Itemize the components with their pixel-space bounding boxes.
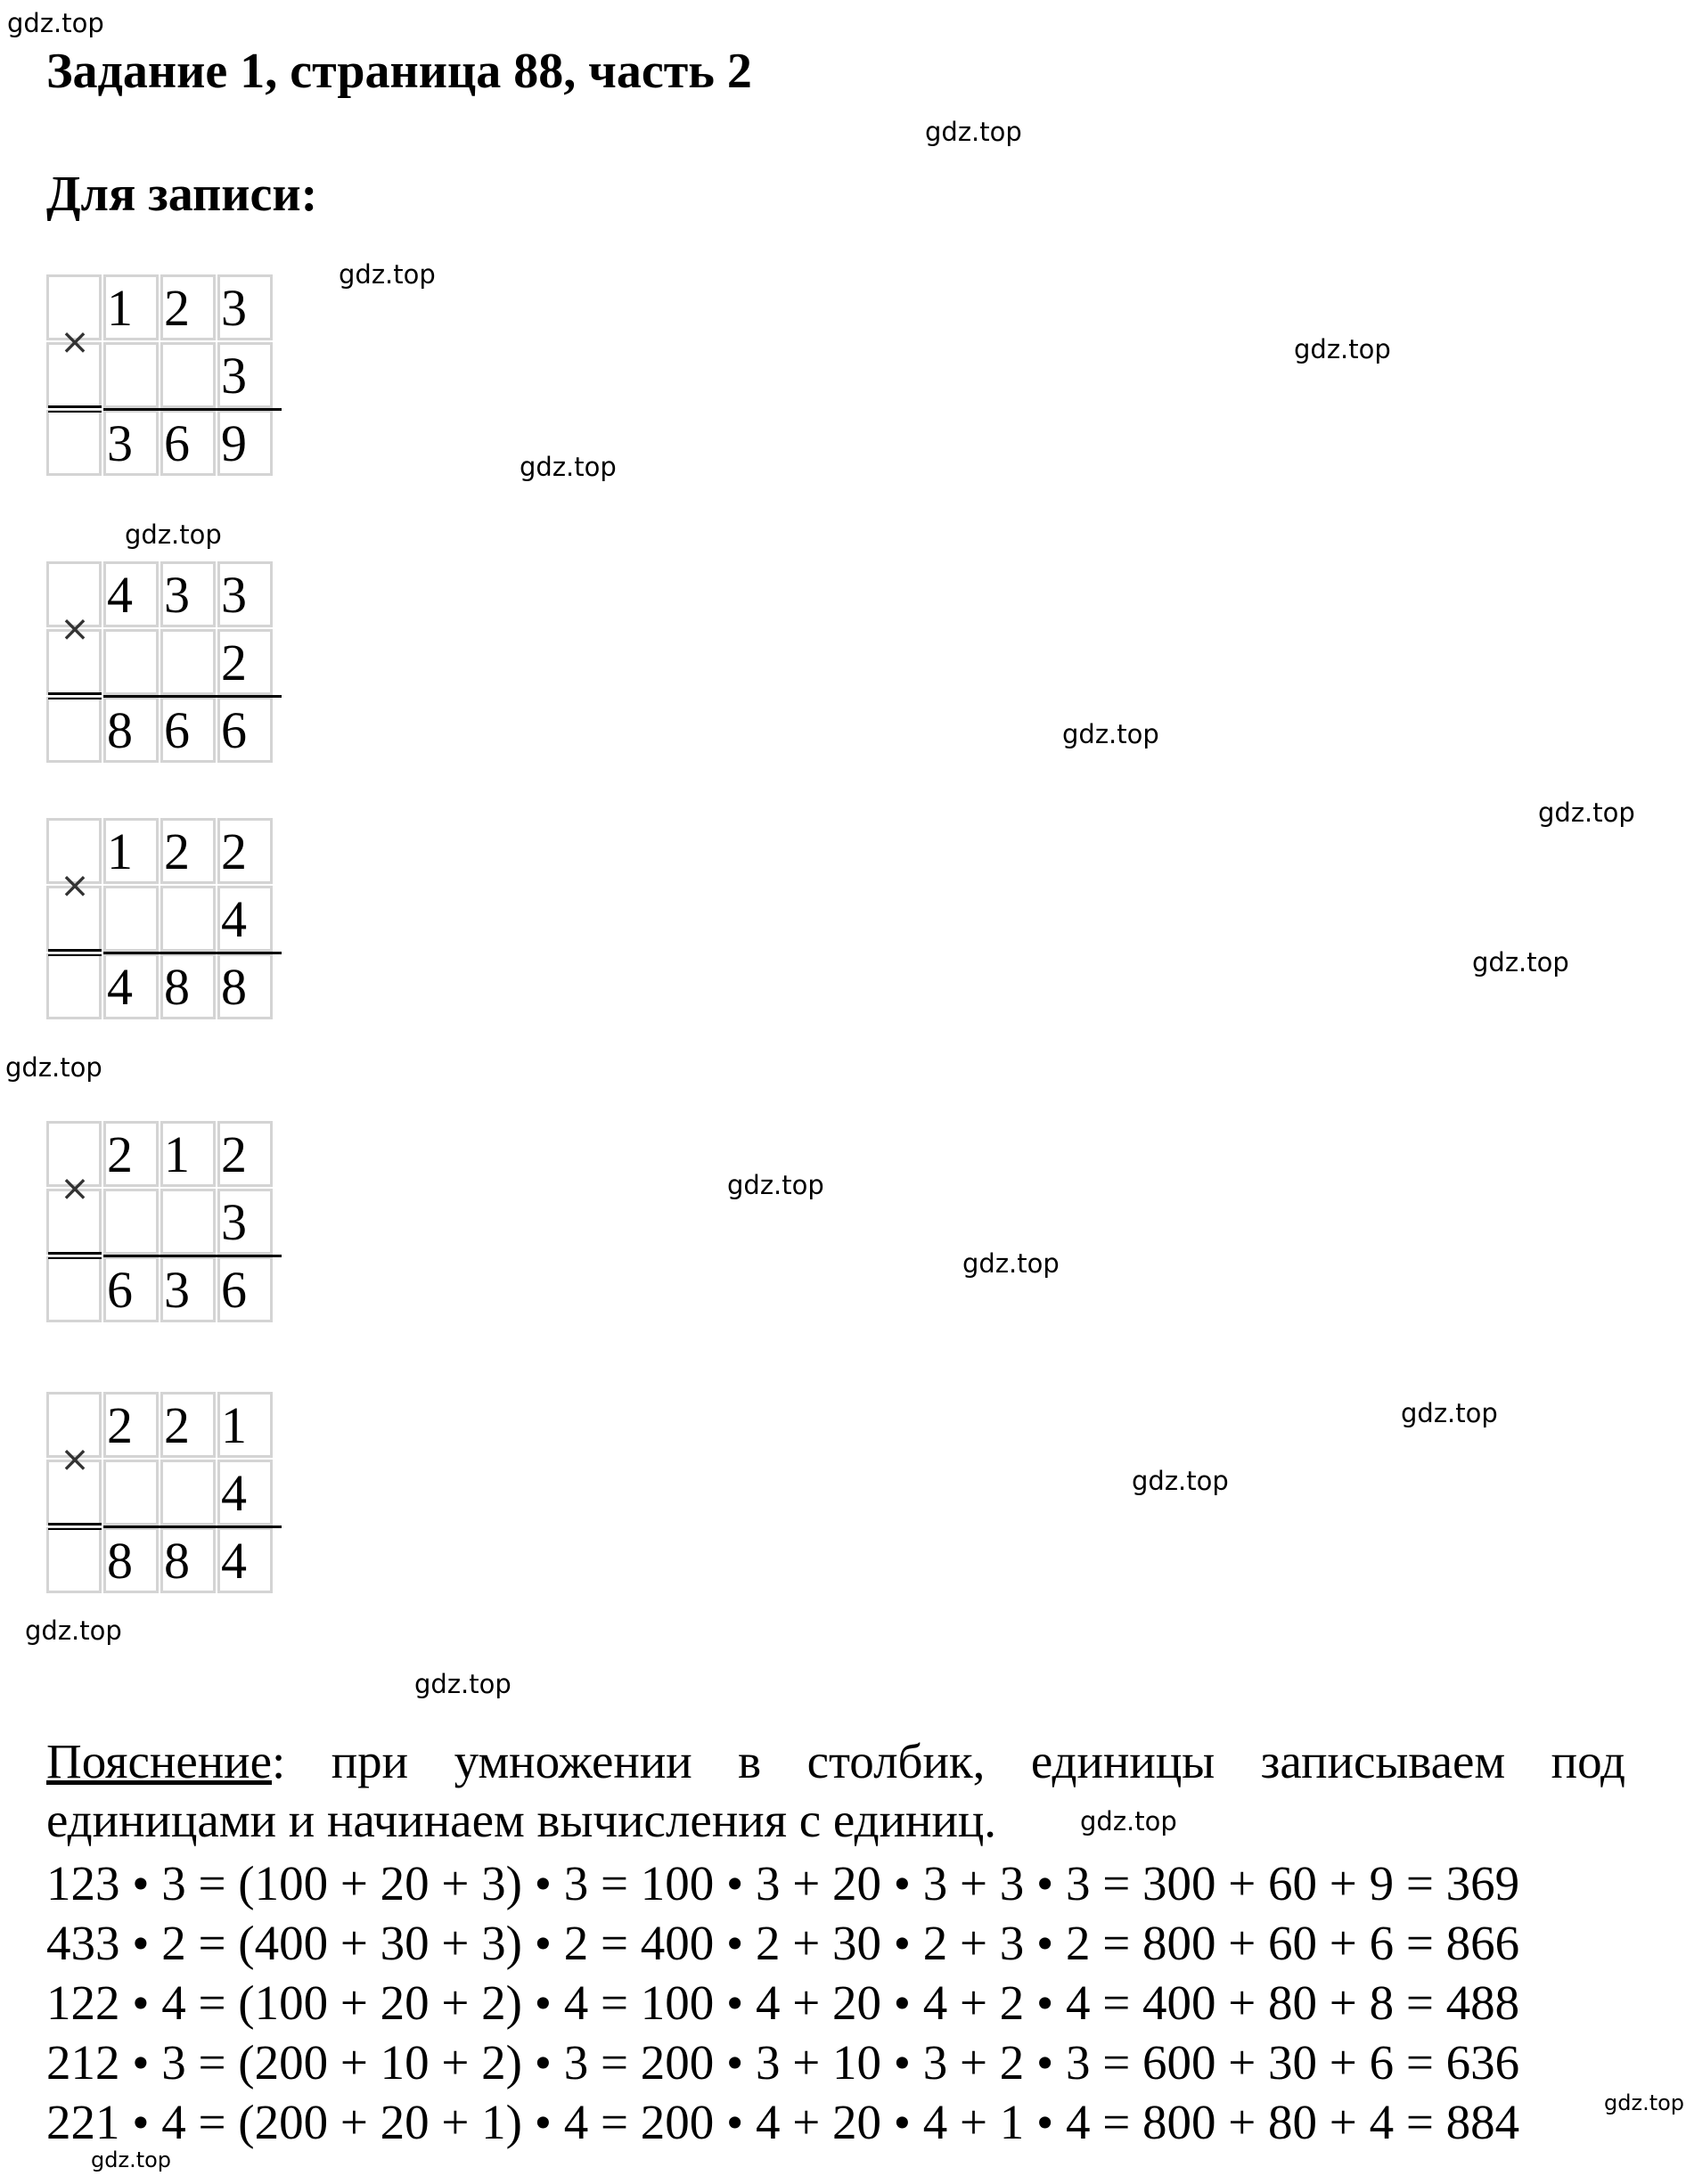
digit: 8 (164, 958, 190, 1016)
page-title: Задание 1, страница 88, часть 2 (46, 44, 752, 99)
digit: 2 (221, 822, 247, 880)
minus-line (48, 1252, 102, 1255)
result-line (103, 952, 282, 954)
watermark: gdz.top (91, 2147, 172, 2172)
watermark: gdz.top (7, 8, 104, 38)
watermark: gdz.top (5, 1052, 102, 1083)
watermark: gdz.top (1604, 2090, 1685, 2115)
digit: 3 (221, 279, 247, 337)
digit: 4 (107, 958, 133, 1016)
explanation-text: : при умножении в столбик, единицы записываем под единицами и начинаем вычисления с единиц. (46, 1734, 1625, 1847)
digit: 1 (107, 822, 133, 880)
digit: 4 (107, 566, 133, 624)
watermark: gdz.top (1080, 1806, 1177, 1836)
watermark: gdz.top (125, 519, 222, 550)
watermark: gdz.top (1472, 947, 1569, 977)
grid-cell (46, 410, 102, 476)
equation-row: 212 • 3 = (200 + 10 + 2) • 3 = 200 • 3 + 10 • 3 + 2 • 3 = 600 + 30 + 6 = 636 (46, 2035, 1520, 2090)
watermark: gdz.top (1401, 1398, 1498, 1428)
digit: 4 (221, 1532, 247, 1590)
digit: 6 (164, 701, 190, 759)
digit: 2 (164, 279, 190, 337)
multiplication-grid (46, 818, 282, 1021)
grid-cell (160, 629, 216, 695)
minus-line (48, 1257, 102, 1259)
digit: 3 (107, 414, 133, 472)
grid-cell (46, 1256, 102, 1322)
digit: 3 (221, 347, 247, 405)
minus-line (48, 411, 102, 413)
digit: 8 (107, 701, 133, 759)
multiplication-grid (46, 561, 282, 765)
digit: 6 (107, 1261, 133, 1319)
section-heading: Для записи: (46, 167, 318, 222)
explanation (46, 1732, 1625, 1850)
digit: 2 (164, 1396, 190, 1454)
grid-cell (46, 953, 102, 1019)
digit: 2 (221, 634, 247, 691)
digit: 3 (221, 566, 247, 624)
grid-cell (103, 886, 159, 952)
watermark: gdz.top (1538, 798, 1635, 828)
digit: 8 (221, 958, 247, 1016)
multiply-sign: × (60, 1168, 90, 1209)
digit: 6 (164, 414, 190, 472)
grid-cell (103, 1460, 159, 1526)
digit: 3 (164, 566, 190, 624)
minus-line (48, 949, 102, 952)
digit: 3 (221, 1193, 247, 1251)
watermark: gdz.top (925, 117, 1022, 147)
digit: 4 (221, 1464, 247, 1522)
result-line (103, 695, 282, 698)
result-line (103, 1255, 282, 1257)
equation-row: 123 • 3 = (100 + 20 + 3) • 3 = 100 • 3 + 20 • 3 + 3 • 3 = 300 + 60 + 9 = 369 (46, 1856, 1520, 1910)
equation-row: 221 • 4 = (200 + 20 + 1) • 4 = 200 • 4 + 20 • 4 + 1 • 4 = 800 + 80 + 4 = 884 (46, 2095, 1520, 2149)
minus-line (48, 1528, 102, 1530)
grid-cell (160, 342, 216, 408)
digit: 1 (107, 279, 133, 337)
equation-row: 122 • 4 = (100 + 20 + 2) • 4 = 100 • 4 + 20 • 4 + 2 • 4 = 400 + 80 + 8 = 488 (46, 1975, 1520, 2030)
digit: 8 (164, 1532, 190, 1590)
watermark: gdz.top (1294, 334, 1391, 364)
watermark: gdz.top (520, 452, 617, 482)
grid-cell (160, 1189, 216, 1255)
digit: 4 (221, 890, 247, 948)
watermark: gdz.top (1132, 1466, 1229, 1496)
multiplication-grid (46, 1121, 282, 1324)
digit: 2 (107, 1125, 133, 1183)
watermark: gdz.top (339, 259, 436, 290)
multiply-sign: × (60, 322, 90, 363)
minus-line (48, 692, 102, 695)
digit: 9 (221, 414, 247, 472)
grid-cell (46, 1527, 102, 1593)
minus-line (48, 405, 102, 408)
equation-row: 433 • 2 = (400 + 30 + 3) • 2 = 400 • 2 + 30 • 2 + 3 • 2 = 800 + 60 + 6 = 866 (46, 1916, 1520, 1970)
multiply-sign: × (60, 1439, 90, 1480)
result-line (103, 408, 282, 411)
grid-cell (160, 1460, 216, 1526)
digit: 1 (221, 1396, 247, 1454)
minus-line (48, 954, 102, 956)
watermark: gdz.top (727, 1170, 824, 1200)
watermark: gdz.top (962, 1248, 1060, 1279)
multiply-sign: × (60, 609, 90, 650)
minus-line (48, 698, 102, 699)
multiply-sign: × (60, 865, 90, 906)
digit: 6 (221, 1261, 247, 1319)
grid-cell (103, 342, 159, 408)
watermark: gdz.top (414, 1669, 512, 1699)
grid-cell (160, 886, 216, 952)
multiplication-grid (46, 1392, 282, 1595)
digit: 6 (221, 701, 247, 759)
grid-cell (103, 1189, 159, 1255)
grid-cell (46, 697, 102, 763)
watermark: gdz.top (1062, 719, 1159, 749)
result-line (103, 1526, 282, 1528)
digit: 2 (107, 1396, 133, 1454)
grid-cell (103, 629, 159, 695)
minus-line (48, 1523, 102, 1526)
digit: 3 (164, 1261, 190, 1319)
digit: 2 (164, 822, 190, 880)
multiplication-grid (46, 274, 282, 478)
explanation-label: Пояснение (46, 1734, 273, 1788)
digit: 1 (164, 1125, 190, 1183)
watermark: gdz.top (25, 1616, 122, 1646)
digit: 2 (221, 1125, 247, 1183)
digit: 8 (107, 1532, 133, 1590)
